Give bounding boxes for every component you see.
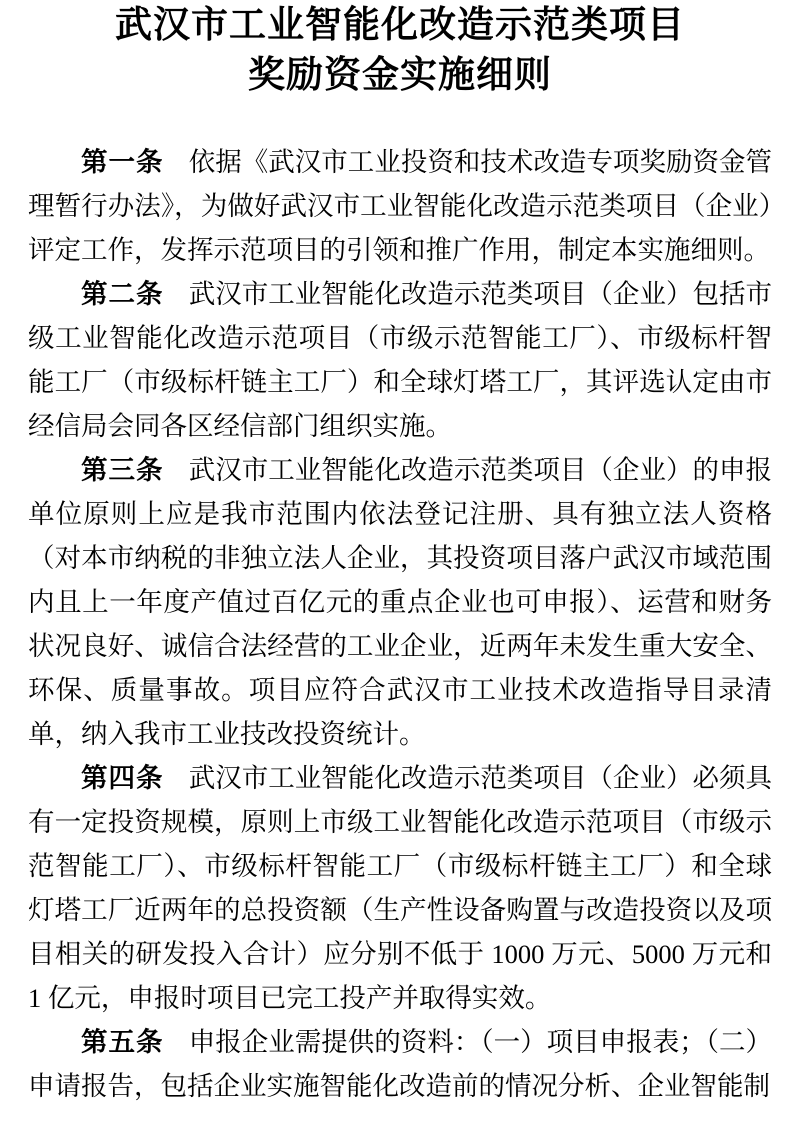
- article-1-text: 依据《武汉市工业投资和技术改造专项奖励资金管理暂行办法》，为做好武汉市工业智能化改造示范类项目（企业）评定工作，发挥示范项目的引领和推广作用，制定本实施细则。: [28, 147, 773, 265]
- article-1-number: 第一条: [81, 147, 164, 177]
- document-title-line-1: 武汉市工业智能化改造示范类项目: [115, 5, 685, 46]
- article-5-text: 申报企业需提供的资料：（一）项目申报表；（二）申请报告，包括企业实施智能化改造前的情况分析、企业智能制: [28, 1027, 773, 1101]
- article-5-number: 第五条: [81, 1027, 164, 1057]
- article-2-number: 第二条: [81, 279, 164, 309]
- document-body: [28, 140, 772, 1108]
- article-2-text: 武汉市工业智能化改造示范类项目（企业）包括市级工业智能化改造示范项目（市级示范智能工厂）、市级标杆智能工厂（市级标杆链主工厂）和全球灯塔工厂，其评选认定由市经信局会同各区经信部门组织实施。: [28, 279, 773, 441]
- article-3-text: 武汉市工业智能化改造示范类项目（企业）的申报单位原则上应是我市范围内依法登记注册、具有独立法人资格（对本市纳税的非独立法人企业，其投资项目落户武汉市域范围内且上一年度产值过百亿元的重点企业也可申报）、运营和财务状况良好、诚信合法经营的工业企业，近两年未发生重大安全、环保、质量事故。项目应符合武汉市工业技术改造指导目录清单，纳入我市工业技改投资统计。: [28, 455, 773, 749]
- article-paragraph-3: [28, 448, 772, 756]
- article-4-number: 第四条: [81, 763, 164, 793]
- article-3-number: 第三条: [81, 455, 164, 485]
- article-paragraph-5: [28, 1020, 772, 1108]
- document-title: [28, 0, 772, 101]
- article-paragraph-4: [28, 756, 772, 1020]
- article-paragraph-2: [28, 272, 772, 448]
- document-title-line-2: 奖励资金实施细则: [248, 55, 552, 96]
- article-4-text: 武汉市工业智能化改造示范类项目（企业）必须具有一定投资规模，原则上市级工业智能化改造示范项目（市级示范智能工厂）、市级标杆智能工厂（市级标杆链主工厂）和全球灯塔工厂近两年的总投资额（生产性设备购置与改造投资以及项目相关的研发投入合计）应分别不低于 1000 万元、5000 万元和 1 亿元，申报时项目已完工投产并取得实效。: [28, 763, 773, 1013]
- article-paragraph-1: [28, 140, 772, 272]
